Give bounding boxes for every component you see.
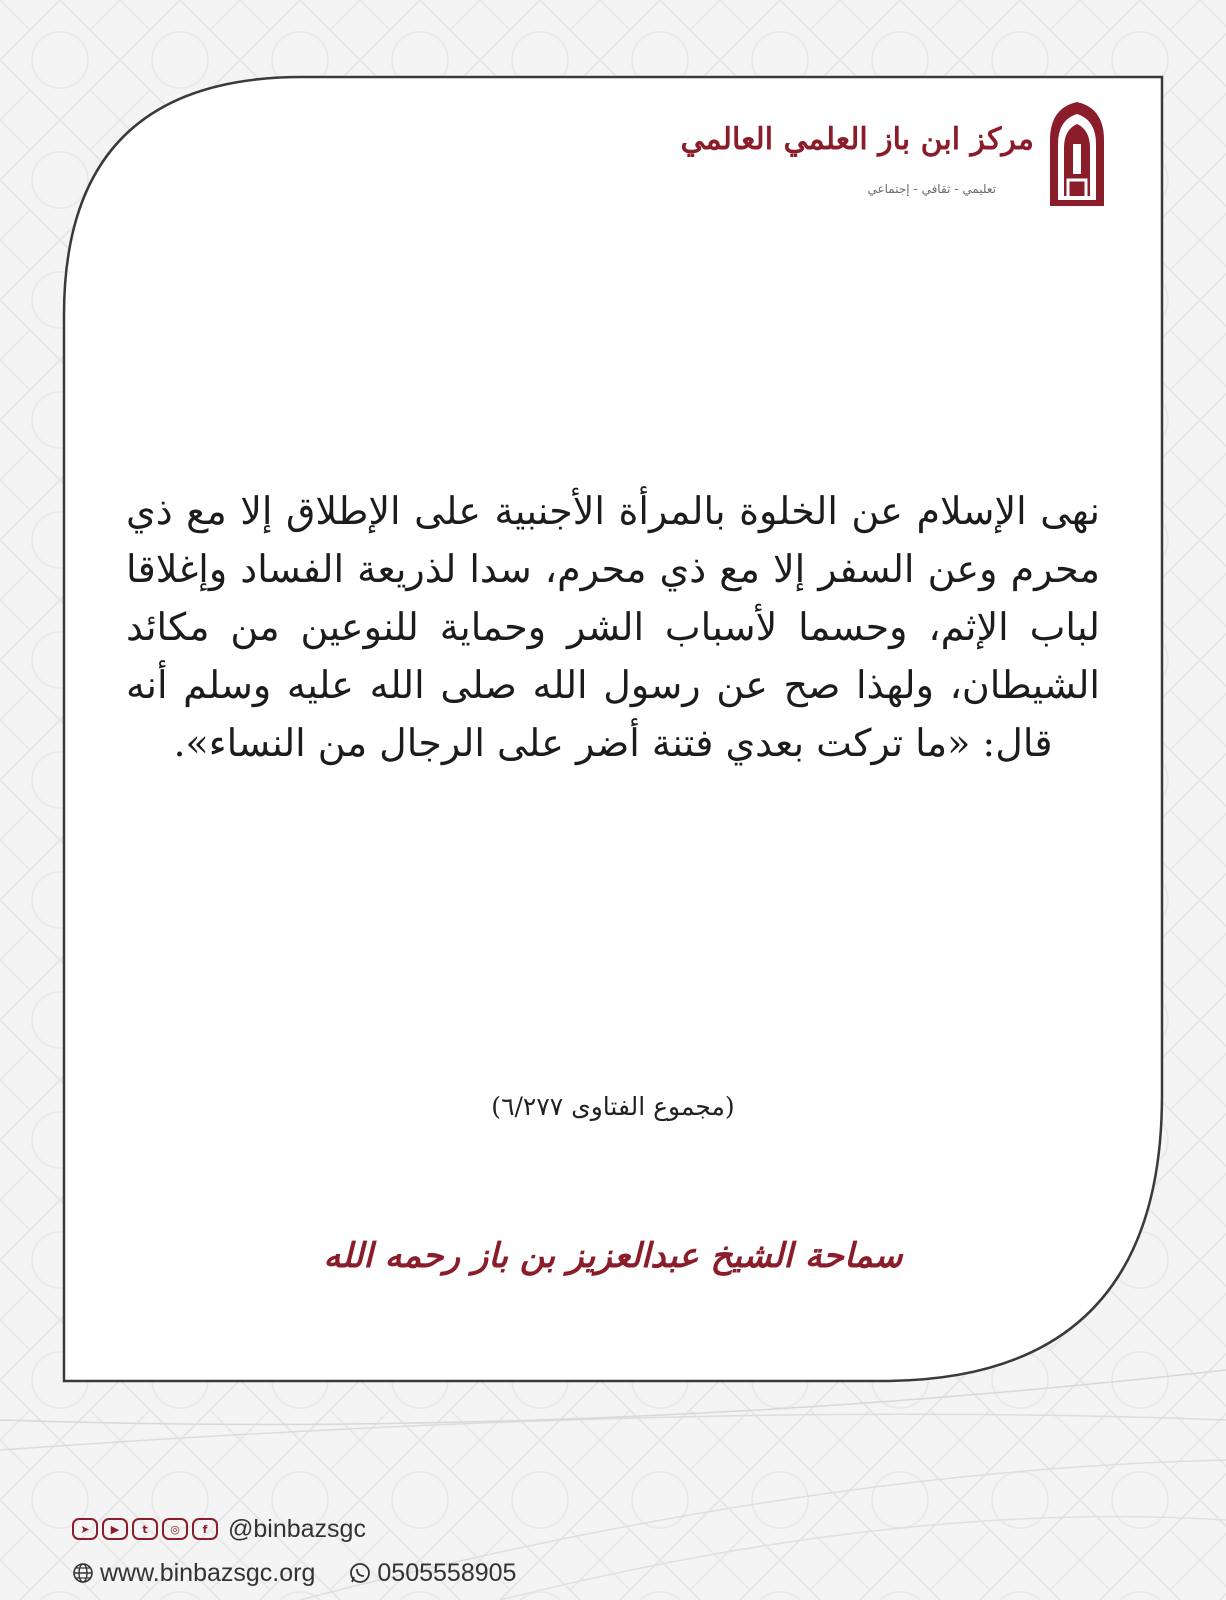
- telegram-icon[interactable]: ➤: [72, 1518, 98, 1540]
- social-handle[interactable]: @binbazsgc: [228, 1514, 366, 1543]
- logo-title: مركز ابن باز العلمي العالمي: [680, 122, 1034, 157]
- globe-icon: [72, 1562, 94, 1584]
- contact-row: [72, 1556, 516, 1590]
- source-citation: (مجموع الفتاوى ٦/٢٧٧): [491, 1092, 735, 1121]
- youtube-icon[interactable]: ▶: [102, 1518, 128, 1540]
- fatwa-text: نهى الإسلام عن الخلوة بالمرأة الأجنبية على الإطلاق إلا مع ذي محرم وعن السفر إلا مع ذي محرم، سدا لذريعة الفساد وإغلاقا لباب الإثم، وحسما لأسباب الشر وحماية للنوعين من مكائد الشيطان، ولهذا صح عن رسول الله صلى الله عليه وسلم أنه قال: «ما تركت بعدي فتنة أضر على الرجال من النساء».: [126, 489, 1100, 765]
- whatsapp-icon: [349, 1562, 371, 1584]
- center-logo: [680, 100, 1108, 210]
- mosque-arch-icon: [1046, 100, 1108, 206]
- phone-number[interactable]: 0505558905: [377, 1558, 517, 1587]
- sheikh-signature: سماحة الشيخ عبدالعزيز بن باز رحمه الله: [323, 1236, 903, 1276]
- website-link[interactable]: www.binbazsgc.org: [100, 1558, 316, 1587]
- logo-subtitle: تعليمي - ثقافي - إجتماعي: [867, 182, 996, 196]
- instagram-icon[interactable]: ◎: [162, 1518, 188, 1540]
- social-row: [72, 1512, 366, 1546]
- facebook-icon[interactable]: f: [192, 1518, 218, 1540]
- twitter-icon[interactable]: t: [132, 1518, 158, 1540]
